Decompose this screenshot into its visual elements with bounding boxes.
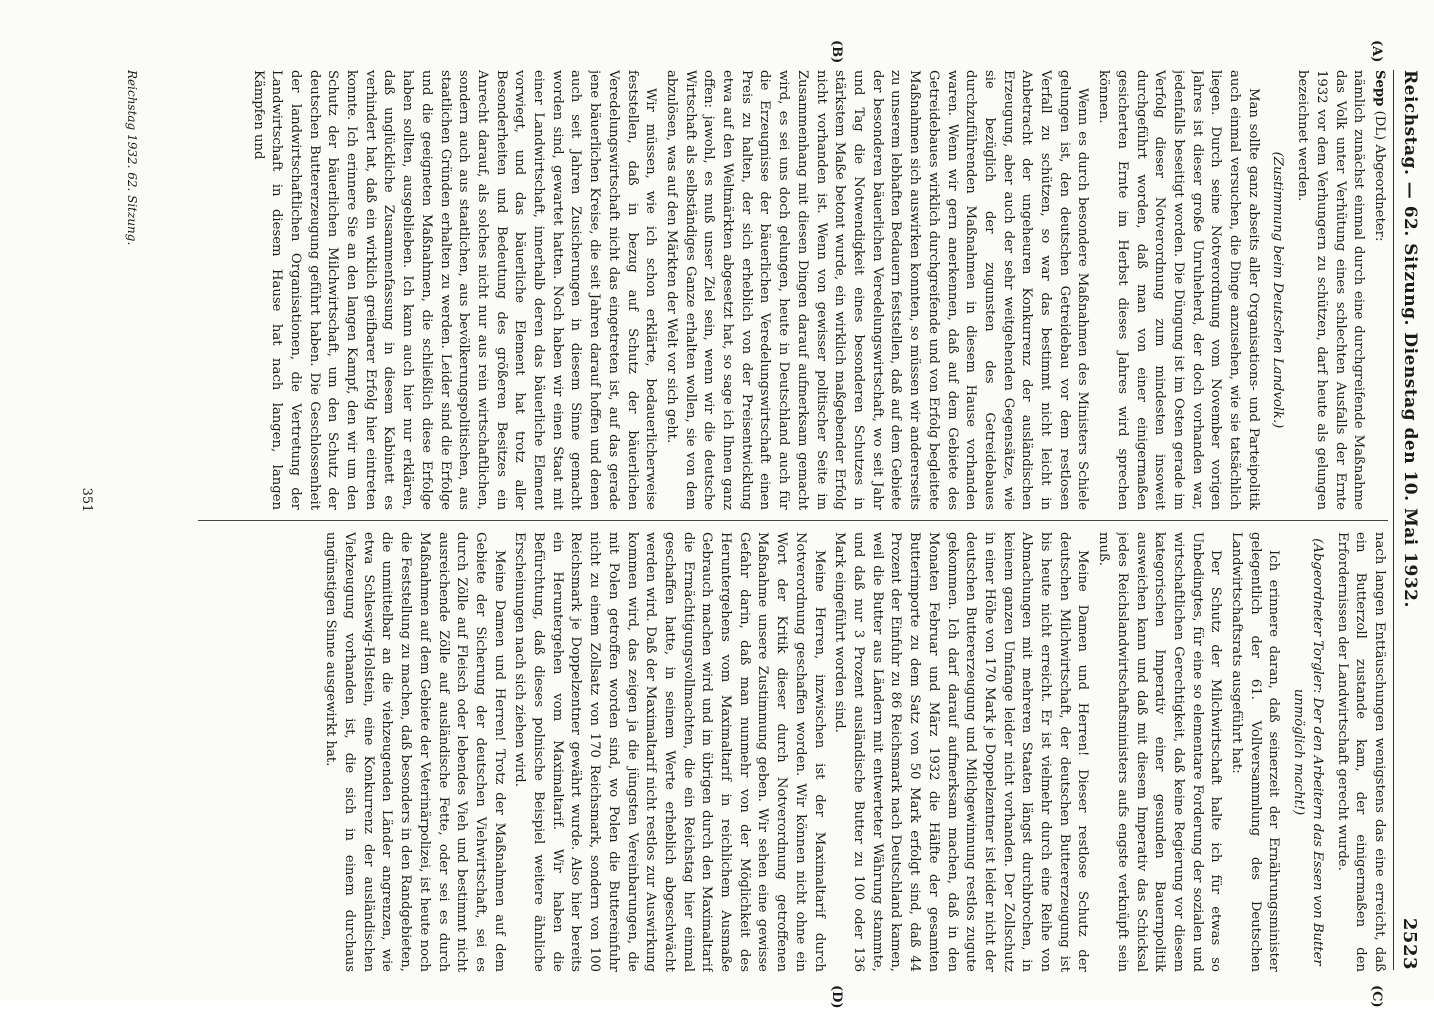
page-header [1393,70,1426,970]
quotation: Der Schutz der Milchwirtschaft halte ich für etwas so Unbedingtes, für eine so elementare Forderung der sozialen und wirtschaftlichen Gerechtigkeit, daß keine Regierung vor diesem kategorischen Imperativ einer gesunden Bauernpolitik ausweichen kann und daß mit diesem Imperativ das Schicksal jedes Reichslandwirtschaftsministers aufs engste verknüpft sein muß. [1096,532,1224,972]
right-column [148,532,1388,972]
page-bottom-number: 351 [79,487,94,513]
margin-marker-d: (D) [829,985,844,1009]
paragraph: Wir müssen, wie ich schon erklärte, bedauerlicherweise feststellen, daß in bezug auf Schutz der bäuerlichen Veredelungswirtschaft nicht das eingetreten ist, auf das gerade jene bäuerlichen Kreise, die seit Jahren darauf hoffen und denen auch seit Jahren Zusicherungen in diesem Sinne gemacht worden sind, gewartet hatten. Noch haben wir einen Staat mit einer Landwirtschaft, innerhalb deren das bäuerliche Element vorwiegt, und das bäuerliche Element hat trotz aller Besonderheiten und Bedeutung des größeren Besitzes ein Anrecht darauf, als solches nicht nur aus rein wirtschaftlichen, sondern auch aus staatlichen, aus bevölkerungspolitischen, aus staatlichen Gründen erhalten zu werden. Leider sind die Erfolge und die geeigneten Maßnahmen, die schließlich diese Erfolge haben sollten, ausgeblieben. Ich kann auch hier nur erklären, daß unglückliche Zusammenfassung in diesem Kabinett es verhindert hat, daß ein wirklich greifbarer Erfolg hier eintreten konnte. Ich erinnere Sie an den langen Kampf, den wir um den Schutz der bäuerlichen Milchwirtschaft, um den Schutz der deutschen Buttererzeugung geführt haben. Die Geschlossenheit der landwirtschaftlichen Organisationen, die Vertretung der Landwirtschaft in diesem Hause hat nach langen, langen Kämpfen und [250,70,659,510]
column-divider [198,520,1388,521]
interjection: (Zustimmung beim Deutschen Landvolk.) [1270,151,1286,429]
paragraph: Meine Herren, inzwischen ist der Maximaltarif durch Notverordnung geschaffen worden. Wir können nicht ohne ein Wort der Kritik dieser durch Notverordnung getroffenen Maßnahme unsere Zustimmung geben. Wir sehen eine gewisse Gefahr darin, daß man nunmehr von der Möglichkeit des Heruntergehens vom Maximaltarif in reichlichem Ausmaße Gebrauch machen wird und im übrigen durch den Maximaltarif die Ermächtigungsvollmachten, die ein Reichstag hier einmal geschaffen hatte, in seinem Werte erheblich abgeschwächt werden wird. Daß der Maximaltarif nicht restlos zur Auswirkung kommen wird, das zeigen ja die jüngsten Vereinbarungen, die mit Polen getroffen worden sind, wo Polen die Buttereinfuhr nicht zu einem Zollsatz von 170 Reichsmark, sondern von 100 Reichsmark je Doppelzentner gewährt wurde. Also hier bereits ein Heruntergehen vom Maximaltarif. Wir haben die Befürchtung, daß dieses polnische Beispiel weitere ähnliche Erscheinungen nach sich ziehen wird. [512,532,827,972]
page-title: Reichstag. — 62. Sitzung. Dienstag den 10. Mai 1932. [1400,70,1420,608]
paragraph: nämlich zunächst einmal durch eine durchgreifende Maßnahme das Volk unter Verhütung eines schlechten Ausfalls der Ernte 1932 vor dem Verhungern zu schützen, darf heute als gelungen bezeichnet werden. [1295,70,1367,510]
margin-marker-a: (A) [1369,40,1384,63]
speaker-name: Sepp [1372,70,1387,107]
margin-marker-c: (C) [1369,985,1384,1008]
paragraph: Meine Damen und Herren! Dieser restlose Schutz der deutschen Milchwirtschaft, der deutschen Buttererzeugung ist bis heute nicht erreicht. Er ist vielmehr durch eine Reihe von Abmachungen mit mehreren Staaten längst durchbrochen, in keinem ganzen Umfange leider nicht vorhanden. Der Zollschutz in einer Höhe von 170 Mark je Doppelzentner ist leider nicht der deutschen Buttererzeugung und Milchgewinnung restlos zugute gekommen. Ich darf darauf aufmerksam machen, daß in den Monaten Februar und März 1932 die Hälfte der gesamten Butterimporte zu dem Satz von 50 Mark erfolgt sind, daß 44 Prozent der Einfuhr zu 86 Reichsmark nach Deutschland kamen, weil die Butter aus Ländern mit entwerteter Währung stammte, und daß nur 3 Prozent ausländische Butter zu 100 oder 136 Mark eingeführt worden sind. [832,532,1091,972]
paragraph: Meine Damen und Herren! Trotz der Maßnahmen auf dem Gebiete der Sicherung der deutschen Viehwirtschaft, sei es durch Zölle auf Fleisch oder lebendes Vieh und bestimmt nicht ausreichende Zölle auf ausländische Fette, oder sei es durch Maßnahmen auf dem Gebiete der Veterinärpolizei, ist heute noch die Feststellung zu machen, daß besonders in den Randgebieten, die unmittelbar an die viehzeugenden Länder angrenzen, wie etwa Schleswig-Holstein, eine Konkurrenz der ausländischen Viehzeugung vorhanden ist, die sich in einem durchaus ungünstigen Sinne ausgewirkt hat. [323,532,507,972]
paragraph: Ich erinnere daran, daß seinerzeit der Ernährungsminister gelegentlich der 61. Vollversammlung des Deutschen Landwirtschaftsrats ausgeführt hat: [1229,532,1282,972]
page-number: 2523 [1399,917,1421,970]
interjection: (Abgeordneter Torgler: Der den Arbeitern das Essen von Butter unmöglich macht!) [1291,538,1325,966]
speaker-party: (DL) Abgeordneter: [1372,110,1387,242]
left-column [148,70,1388,510]
paragraph: Wenn es durch besondere Maßnahmen des Ministers Schiele gelungen ist, den deutschen Getreidebau vor dem restlosen Verfall zu schützen, so war das bestimmt nicht leicht in Anbetracht der ungeheuren Konkurrenz der ausländischen Erzeugung, aber auch der sehr weitgehenden Gegensätze, wie sie bezüglich der zugunsten des Getreidebaues durchzuführenden Maßnahmen in diesem Hause vorhanden waren. Wenn wir gern anerkennen, daß auf dem Gebiete des Getreidebaues wirklich durchgreifende und von Erfolg begleitete Maßnahmen sich auswirken konnten, so müssen wir andererseits zu unserem lebhaften Bedauern feststellen, daß auf dem Gebiete der besonderen bäuerlichen Veredelungswirtschaft, wo seit Jahr und Tag die Notwendigkeit eines besonderen Schutzes in stärkstem Maße betont wurde, ein wirklich maßgebender Erfolg nicht vorhanden ist. Wenn von gewisser politischer Seite im Zusammenhang mit diesen Dingen darauf aufmerksam gemacht wird, es sei uns doch gelungen, heute in Deutschland auch für die Erzeugnisse der bäuerlichen Veredelungswirtschaft einen Preis zu halten, der sich erheblich von der Preisentwicklung etwa auf den Weltmärkten abgesetzt hat, so sage ich Ihnen ganz offen: jawohl, es muß unser Ziel sein, wenn wir die deutsche Wirtschaft als selbständiges Ganze erhalten wollen, sie von dem abzulösen, was auf den Märkten der Welt vor sich geht. [663,70,1091,510]
speaker-line [1369,70,1388,510]
margin-marker-b: (B) [829,40,844,64]
paragraph: Man sollte ganz abseits aller Organisations- und Parteipolitik auch einmal versuchen, die Dinge anzusehen, wie sie tatsächlich liegen. Durch seine Notverordnung vom November vorigen Jahres ist dieser große Unruheherd, der doch vorhanden war, jedenfalls beseitigt worden. Die Düngung ist im Osten gerade im Verfolg dieser Notverordnung zum mindesten insoweit durchgeführt worden, daß man von einer einigermaßen gesicherten Ernte im Herbst dieses Jahres wird sprechen können. [1096,70,1261,510]
paragraph: nach langen Enttäuschungen wenigstens das eine erreicht, daß ein Butterzoll zustande kam, der einigermaßen den Erfordernissen der Landwirtschaft gerecht wurde. [1334,532,1387,972]
footer-session: Reichstag 1932. 62. Sitzung. [125,70,139,246]
